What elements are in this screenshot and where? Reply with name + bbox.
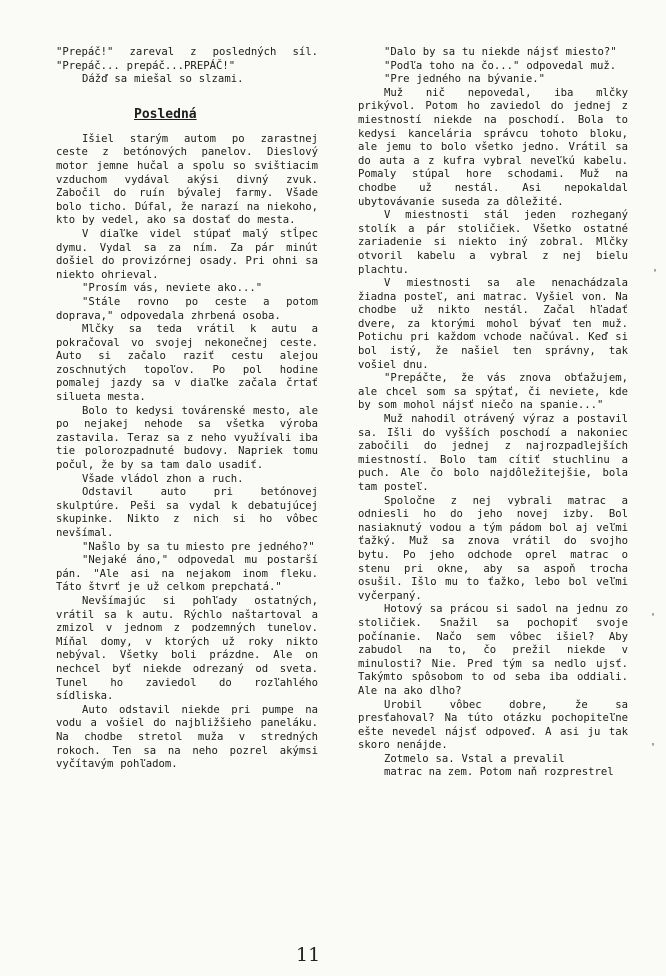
story-title: Posledná <box>134 106 197 122</box>
left-column <box>56 46 318 772</box>
closing-line: matrac na zem. Potom naň rozprestrel <box>384 766 614 779</box>
paragraph: Dážď sa miešal so slzami. <box>82 73 244 86</box>
paragraph: Muž nahodil otrávený výraz a postavil sa. Išli do vyšších poschodí a nakoniec zabočili do jednej z najrozpadlejších miestností. Bolo tam cítiť stuchlinu a puch. Ale čo bolo najdôležitejšie, bola tam posteľ. <box>358 413 628 493</box>
margin-mark: ' <box>652 268 659 279</box>
paragraph: Odstavil auto pri betónovej skulptúre. Peši sa vydal k debatujúcej skupinke. Nikto z nich si ho vôbec nevšímal. <box>56 486 318 539</box>
paragraph: "Podľa toho na čo..." odpovedal muž. <box>384 59 617 72</box>
paragraph: Mlčky sa teda vrátil k autu a pokračoval vo svojej nekonečnej ceste. Auto si začalo raziť cestu alejou zoschnutých topoľov. Po pol hodine pomalej jazdy sa v diaľke začala črtať silueta mesta. <box>56 323 318 404</box>
right-body <box>358 46 628 766</box>
paragraph: "Prosím vás, neviete ako..." <box>82 282 263 295</box>
paragraph: "Prepáč!" zareval z posledných síl. "Prepáč... prepáč...PREPÁČ!" <box>56 46 318 72</box>
paragraph: Urobil vôbec dobre, že sa presťahoval? Na túto otázku pochopiteľne ešte nevedel nájsť odpoveď. A asi ju tak skoro nenájde. <box>358 698 628 752</box>
paragraph: Zotmelo sa. Vstal a prevalil <box>384 752 565 765</box>
paragraph: "Dalo by sa tu niekde nájsť miesto?" <box>384 46 617 58</box>
paragraph: "Prepáčte, že vás znova obťažujem, ale chcel som sa spýtať, či neviete, kde by som mohol nájsť niečo na spanie..." <box>358 372 628 412</box>
margin-mark: ' <box>650 612 657 623</box>
paragraph: Hotový sa prácou si sadol na jednu zo stoličiek. Snažil sa pochopiť svoje počínanie. Načo sem vôbec išiel? Aby zabudol na to, čo prežil niekde v minulosti? Nie. Pred tým sa nedlo ujsť. Takýmto spôsobom to od seba iba oddiali. Ale na ako dlho? <box>358 603 628 697</box>
paragraph: "Stále rovno po ceste a potom doprava," odpovedala zhrbená osoba. <box>56 295 318 322</box>
intro-block <box>56 46 318 87</box>
paragraph: V miestnosti stál jeden rozheganý stolík a pár stoličiek. Všetko ostatné zariadenie si niekto iný zobral. Mlčky otvoril kabelu a vybral z nej bielu plachtu. <box>358 209 628 276</box>
paragraph: Muž nič nepovedal, iba mlčky prikývol. Potom ho zaviedol do jednej z miestností niekde na poschodí. Bola to kedysi kancelária správcu tohoto bloku, ale jemu to bolo všetko jedno. Vrátil sa do auta a z kufra vybral neveľkú kabelu. Pomaly stúpal hore schodami. Muž na chodbe už nestál. Asi nepokaldal ubytovávanie suseda za dôležité. <box>358 86 628 208</box>
paragraph: V diaľke videl stúpať malý stĺpec dymu. Vydal sa za ním. Za pár minút došiel do provizórnej osady. Pri ohni sa niekto ohrieval. <box>56 227 318 281</box>
left-body <box>56 133 318 772</box>
paragraph: Bolo to kedysi továrenské mesto, ale po nejakej nehode sa všetka výroba zastavila. Teraz sa z neho využívali iba tie polorozpadnuté budovy. Napriek tomu počul, že by sa tam dalo usadiť. <box>56 404 318 472</box>
paragraph: Auto odstavil niekde pri pumpe na vodu a vošiel do najbližšieho paneláku. Na chodbe stretol muža v stredných rokoch. Ten sa na neho pozrel akýmsi vyčítavým pohľadom. <box>56 703 318 771</box>
paragraph: Išiel starým autom po zarastnej ceste z betónových panelov. Dieslový motor jemne hučal a spolu so svištiacim vzduchom vydával akýsi divný zvuk. Zabočil do ruín bývalej farmy. Všade bolo ticho. Dúfal, že narazí na niekoho, kto by vedel, ako sa dostať do mesta. <box>56 132 318 227</box>
paragraph: "Pre jedného na bývanie." <box>384 73 545 86</box>
paragraph: "Našlo by sa tu miesto pre jedného?" <box>82 540 315 553</box>
page-number: 11 <box>296 944 321 966</box>
paragraph: Všade vládol zhon a ruch. <box>82 472 244 485</box>
paragraph: "Nejaké áno," odpovedal mu postarší pán. "Ale asi na nejakom inom fleku. Táto štvrť je už celkom prepchatá." <box>56 554 318 594</box>
paragraph: Spoločne z nej vybrali matrac a odniesli ho do jeho novej izby. Bol nasiaknutý vodou a tým pádom bol aj veľmi ťažký. Muž sa znova vrátil do svojho bytu. Po jeho odchode oprel matrac o stenu pri okne, aby sa aspoň trocha osušil. Išlo mu to ťažko, lebo bol veľmi vyčerpaný. <box>358 494 628 602</box>
right-column <box>358 46 628 780</box>
margin-mark: ' <box>650 742 657 753</box>
paragraph: V miestnosti sa ale nenachádzala žiadna posteľ, ani matrac. Vyšiel von. Na chodbe už nikto nestál. Začal hľadať dvere, za ktorými mohol bývať ten muž. Potichu pri každom vchode načúval. Keď si bol istý, že našiel ten správny, tak vošiel dnu. <box>358 277 628 371</box>
paragraph: Nevšímajúc si pohľady ostatných, vrátil sa k autu. Rýchlo naštartoval a zmizol v jednom z podzemných tunelov. Míňal domy, v ktorých už roky nikto nebýval. Všetky boli prázdne. Ale on nechcel byť niekde odrezaný od sveta. Tunel ho zaviedol do rozľahlého sídliska. <box>56 594 318 703</box>
